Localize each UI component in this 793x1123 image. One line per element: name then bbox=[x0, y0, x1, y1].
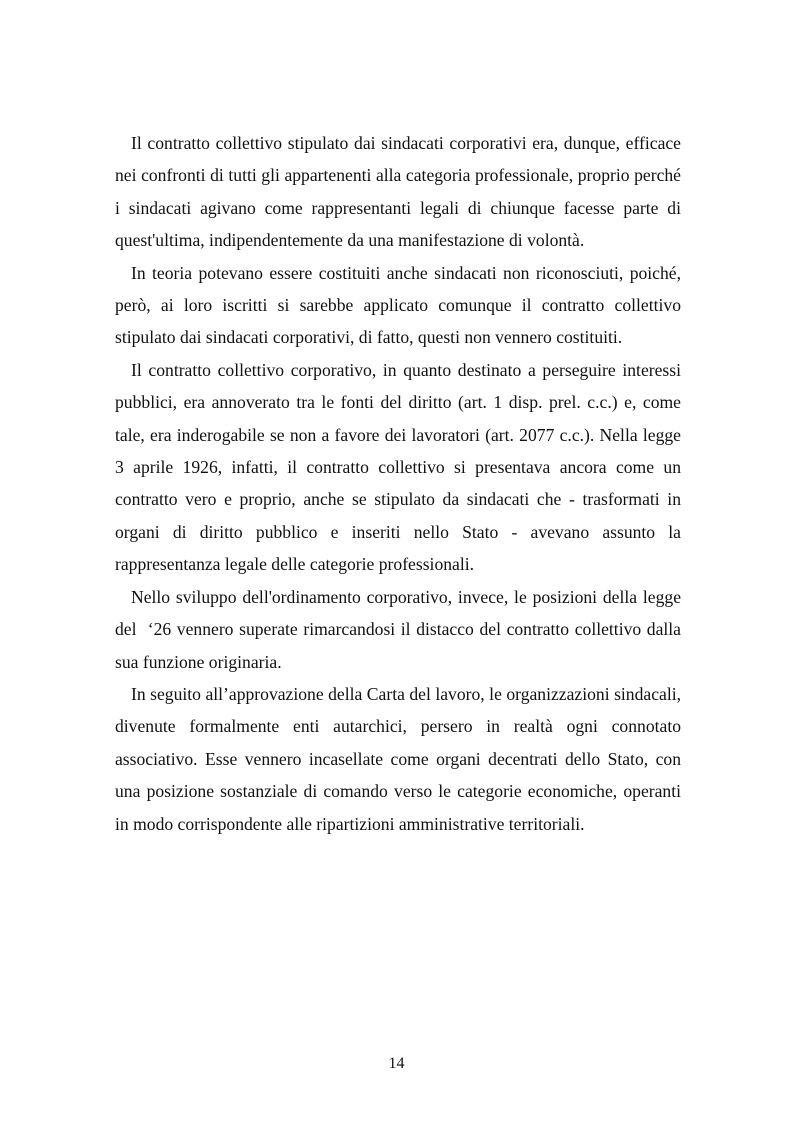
body-text bbox=[115, 127, 681, 840]
paragraph-4: Nello sviluppo dell'ordinamento corporativo, invece, le posizioni della legge del ‘26 vennero superate rimarcandosi il distacco del contratto collettivo dalla sua funzione originaria. bbox=[115, 586, 681, 672]
page-number: 14 bbox=[388, 1055, 405, 1072]
paragraph-5: In seguito all’approvazione della Carta del lavoro, le organizzazioni sindacali, divenute formalmente enti autarchici, persero in realtà ogni connotato associativo. Esse vennero incasellate come organi decentrati dello Stato, con una posizione sostanziale di comando verso le categorie economiche, operanti in modo corrispondente alle ripartizioni amministrative territoriali. bbox=[115, 683, 681, 834]
paragraph-1: Il contratto collettivo stipulato dai sindacati corporativi era, dunque, efficace nei confronti di tutti gli appartenenti alla categoria professionale, proprio perché i sindacati agivano come rappresentanti legali di chiunque facesse parte di quest'ultima, indipendentemente da una manifestazione di volontà. bbox=[115, 133, 681, 251]
paragraph-2: In teoria potevano essere costituiti anche sindacati non riconosciuti, poiché, però, ai loro iscritti si sarebbe applicato comunque il contratto collettivo stipulato dai sindacati corporativi, di fatto, questi non vennero costituiti. bbox=[115, 262, 681, 348]
paragraph-3: Il contratto collettivo corporativo, in quanto destinato a perseguire interessi pubblici, era annoverato tra le fonti del diritto (art. 1 disp. prel. c.c.) e, come tale, era inderogabile se non a favore dei lavoratori (art. 2077 c.c.). Nella legge 3 aprile 1926, infatti, il contratto collettivo si presentava ancora come un contratto vero e proprio, anche se stipulato da sindacati che - trasformati in organi di diritto pubblico e inseriti nello Stato - avevano assunto la rappresentanza legale delle categorie professionali. bbox=[115, 359, 681, 575]
